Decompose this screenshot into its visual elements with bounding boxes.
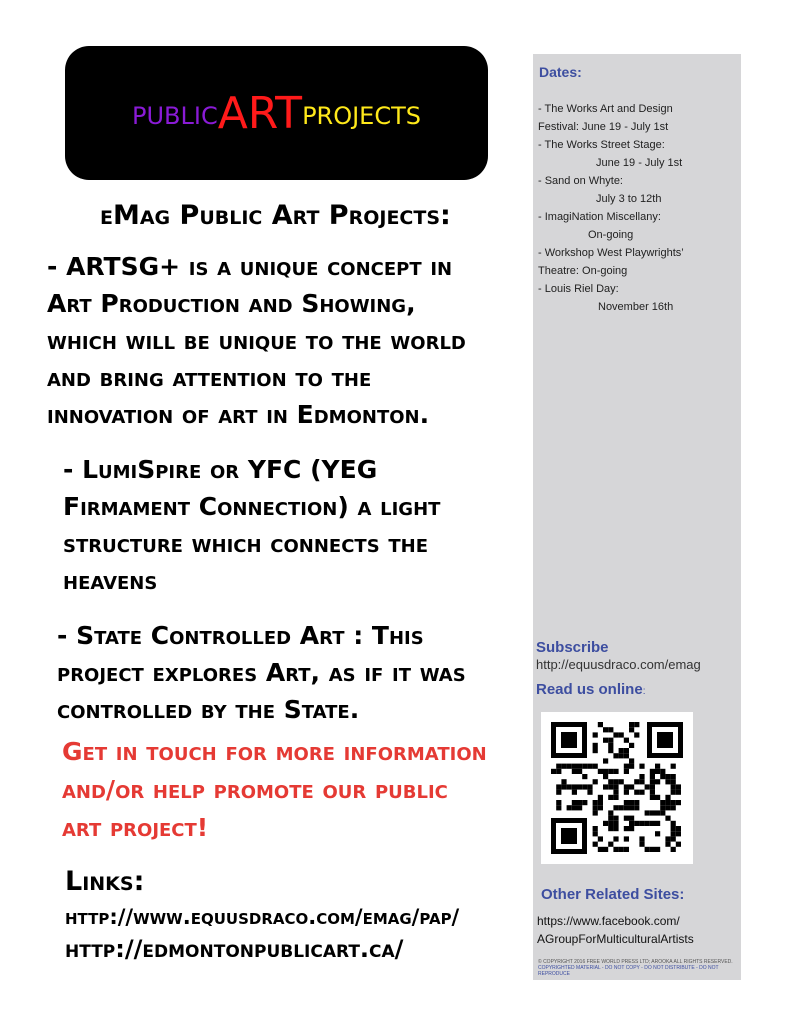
facebook-link[interactable]: https://www.facebook.com/ AGroupForMulticulturalArtists: [537, 914, 694, 946]
dates-heading: Dates:: [539, 64, 582, 80]
qr-code-graphic: [541, 712, 693, 864]
copyright-line-1: © COPYRIGHT 2016 FREE WORLD PRESS LTD; AROOKA ALL RIGHTS RESERVED.: [538, 959, 733, 965]
date-line: June 19 - July 1st: [596, 157, 683, 169]
read-online-label: Read us online: [536, 681, 643, 698]
date-line: Theatre: On-going: [538, 265, 628, 277]
qr-code-icon[interactable]: [541, 712, 693, 864]
date-line: Festival: June 19 - July 1st: [538, 121, 669, 133]
read-online-heading: [536, 681, 645, 698]
banner-public-text: public: [131, 93, 218, 133]
banner-art-text: ART: [217, 87, 303, 139]
banner-projects-text: projects: [302, 93, 421, 133]
date-line: November 16th: [598, 301, 674, 313]
contact-call-to-action: Get in touch for more information and/or help promote our public art project!: [62, 737, 487, 842]
subscribe-heading: Subscribe: [536, 639, 609, 656]
date-line: - Workshop West Playwrights’: [538, 247, 684, 259]
other-sites-heading: Other Related Sites:: [541, 886, 685, 903]
subscribe-link[interactable]: http://equusdraco.com/emag: [536, 657, 701, 672]
page-heading: eMag Public Art Projects:: [100, 200, 451, 231]
project-lumispire-paragraph: - LumiSpire or YFC (YEG Firmament Connection) a light structure which connects the heavens: [63, 455, 441, 595]
links-heading: Links:: [65, 866, 145, 897]
date-line: On-going: [588, 229, 634, 241]
read-online-colon: :: [642, 686, 646, 697]
project-state-art-paragraph: - State Controlled Art : This project explores Art, as if it was controlled by the State.: [57, 621, 466, 724]
link-emag-pap[interactable]: http://www.equusdraco.com/emag/pap/: [65, 905, 460, 929]
date-line: - The Works Street Stage:: [538, 139, 665, 151]
copyright-line-2: COPYRIGHTED MATERIAL - DO NOT COPY - DO NOT DISTRIBUTE - DO NOT REPRODUCE: [538, 965, 719, 977]
date-line: - Sand on Whyte:: [538, 175, 623, 187]
date-line: July 3 to 12th: [596, 193, 662, 205]
dates-list: [538, 100, 738, 316]
copyright-notice: [538, 959, 743, 977]
link-edmonton-public-art[interactable]: http://edmontonpublicart.ca/: [65, 935, 404, 963]
sidebar: [533, 54, 741, 980]
date-line: - Louis Riel Day:: [538, 283, 619, 295]
date-line: - The Works Art and Design: [538, 103, 673, 115]
date-line: - ImagiNation Miscellany:: [538, 211, 661, 223]
project-artsg-paragraph: - ARTSG+ is a unique concept in Art Production and Showing, which will be unique to the world and bring attention to the innovation of art in Edmonton.: [47, 252, 466, 429]
